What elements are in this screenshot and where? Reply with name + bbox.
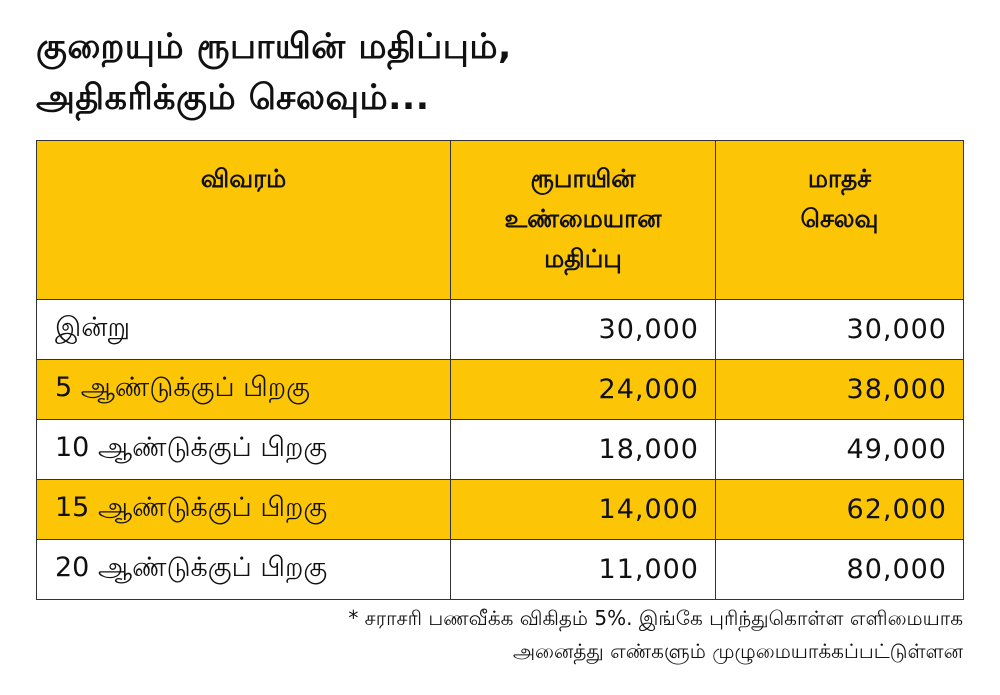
row-label: 5 ஆண்டுக்குப் பிறகு — [37, 360, 451, 420]
header-real-value — [451, 141, 716, 300]
real-value-cell: 11,000 — [451, 540, 716, 600]
title-line-2: அதிகரிக்கும் செலவும்... — [36, 78, 430, 118]
header-monthly-expense-line: மாதச் — [807, 164, 872, 193]
row-label: 15 ஆண்டுக்குப் பிறகு — [37, 480, 451, 540]
footnote-line-2: அனைத்து எண்களும் முழுமையாக்கப்பட்டுள்ளன — [512, 639, 963, 663]
header-real-value-line: மதிப்பு — [544, 244, 622, 273]
real-value-cell: 14,000 — [451, 480, 716, 540]
row-label: 20 ஆண்டுக்குப் பிறகு — [37, 540, 451, 600]
real-value-cell: 18,000 — [451, 420, 716, 480]
footnote — [63, 602, 963, 668]
row-label: இன்று — [37, 300, 451, 360]
table-header-row — [37, 141, 964, 300]
real-value-cell: 24,000 — [451, 360, 716, 420]
monthly-expense-cell: 38,000 — [716, 360, 964, 420]
header-real-value-line: உண்மையான — [504, 204, 662, 233]
table-row — [37, 420, 964, 480]
header-monthly-expense — [716, 141, 964, 300]
value-expense-table — [36, 140, 964, 600]
page-title — [36, 22, 956, 124]
row-label: 10 ஆண்டுக்குப் பிறகு — [37, 420, 451, 480]
title-line-1: குறையும் ரூபாயின் மதிப்பும், — [36, 27, 512, 67]
monthly-expense-cell: 49,000 — [716, 420, 964, 480]
monthly-expense-cell: 62,000 — [716, 480, 964, 540]
header-monthly-expense-line: செலவு — [800, 204, 879, 233]
table-row — [37, 540, 964, 600]
table-row — [37, 360, 964, 420]
monthly-expense-cell: 30,000 — [716, 300, 964, 360]
real-value-cell: 30,000 — [451, 300, 716, 360]
table-row — [37, 300, 964, 360]
footnote-line-1: * சராசரி பணவீக்க விகிதம் 5%. இங்கே புரிந்துகொள்ள எளிமையாக — [348, 606, 963, 630]
monthly-expense-cell: 80,000 — [716, 540, 964, 600]
header-real-value-line: ரூபாயின் — [530, 164, 636, 193]
header-detail-line: விவரம் — [200, 164, 287, 193]
table-row — [37, 480, 964, 540]
header-detail — [37, 141, 451, 300]
